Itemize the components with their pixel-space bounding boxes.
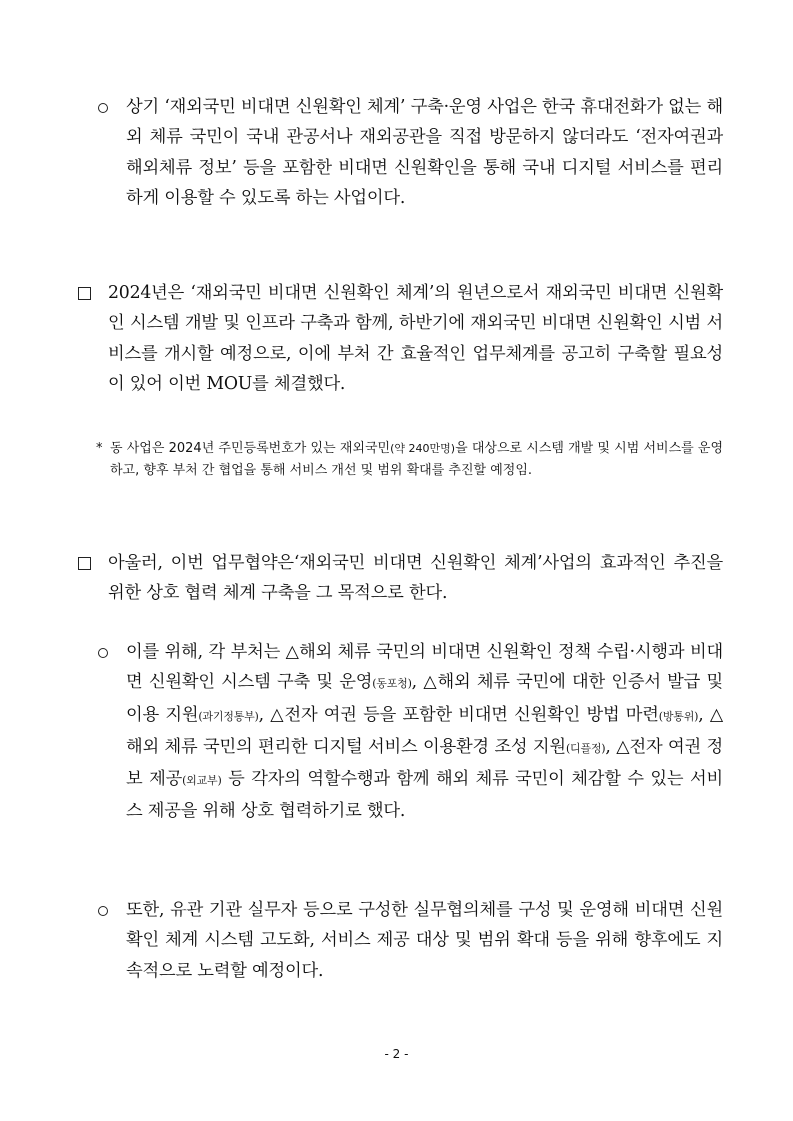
- square-bullet-icon: [78, 287, 91, 300]
- paragraph-text: 또한, 유관 기관 실무자 등으로 구성한 실무협의체를 구성 및 운영해 비대면 신원확인 체계 시스템 고도화, 서비스 제공 대상 및 범위 확대 등을 위해 향후에도 지속적으로 노력할 예정이다.: [126, 900, 723, 981]
- paragraph-mou-purpose: [76, 548, 723, 609]
- paragraph-working-group: [98, 895, 723, 986]
- circle-bullet-icon: [98, 906, 108, 916]
- paragraph-text: 상기 ‘재외국민 비대면 신원확인 체계’ 구축·운영 사업은 한국 휴대전화가 없는 해외 체류 국민이 국내 관공서나 재외공관을 직접 방문하지 않더라도 ‘전자여권과 해외체류 정보’ 등을 포함한 비대면 신원확인을 통해 국내 디지털 서비스를 편리하게 이용할 수 있도록 하는 사업이다.: [126, 97, 723, 208]
- footnote-mark: *: [96, 441, 103, 456]
- footnote: [96, 438, 723, 482]
- page-number: - 2 -: [384, 1047, 409, 1061]
- paragraph-project-description: [98, 92, 723, 213]
- square-bullet-icon: [78, 557, 91, 570]
- paragraph-text: 아울러, 이번 업무협약은‘재외국민 비대면 신원확인 체계’사업의 효과적인 추진을 위한 상호 협력 체계 구축을 그 목적으로 한다.: [108, 553, 723, 604]
- footnote-text: 동 사업은 2024년 주민등록번호가 있는 재외국민(약 240만명)을 대상으로 시스템 개발 및 시범 서비스를 운영하고, 향후 부처 간 협업을 통해 서비스 개선 및 범위 확대를 추진할 예정임.: [110, 441, 724, 478]
- circle-bullet-icon: [98, 648, 108, 658]
- paragraph-text: 이를 위해, 각 부처는 △해외 체류 국민의 비대면 신원확인 정책 수립·시행과 비대면 신원확인 시스템 구축 및 운영(동포청), △해외 체류 국민에 대한 인증서 발급 및 이용 지원(과기정통부), △전자 여권 등을 포함한 비대면 신원확인 방법 마련(방통위), △해외 체류 국민의 편리한 디지털 서비스 이용환경 조성 지원(디플정), △전자 여권 정보 제공(외교부) 등 각자의 역할수행과 함께 해외 체류 국민이 체감할 수 있는 서비스 제공을 위해 상호 협력하기로 했다.: [126, 642, 724, 822]
- circle-bullet-icon: [98, 103, 108, 113]
- paragraph-text: 2024년은 ‘재외국민 비대면 신원확인 체계’의 원년으로서 재외국민 비대면 신원확인 시스템 개발 및 인프라 구축과 함께, 하반기에 재외국민 비대면 신원확인 시범 서비스를 개시할 예정으로, 이에 부처 간 효율적인 업무체계를 공고히 구축할 필요성이 있어 이번 MOU를 체결했다.: [108, 283, 723, 394]
- paragraph-2024-plan: [76, 278, 723, 399]
- paragraph-ministry-roles: [98, 637, 723, 827]
